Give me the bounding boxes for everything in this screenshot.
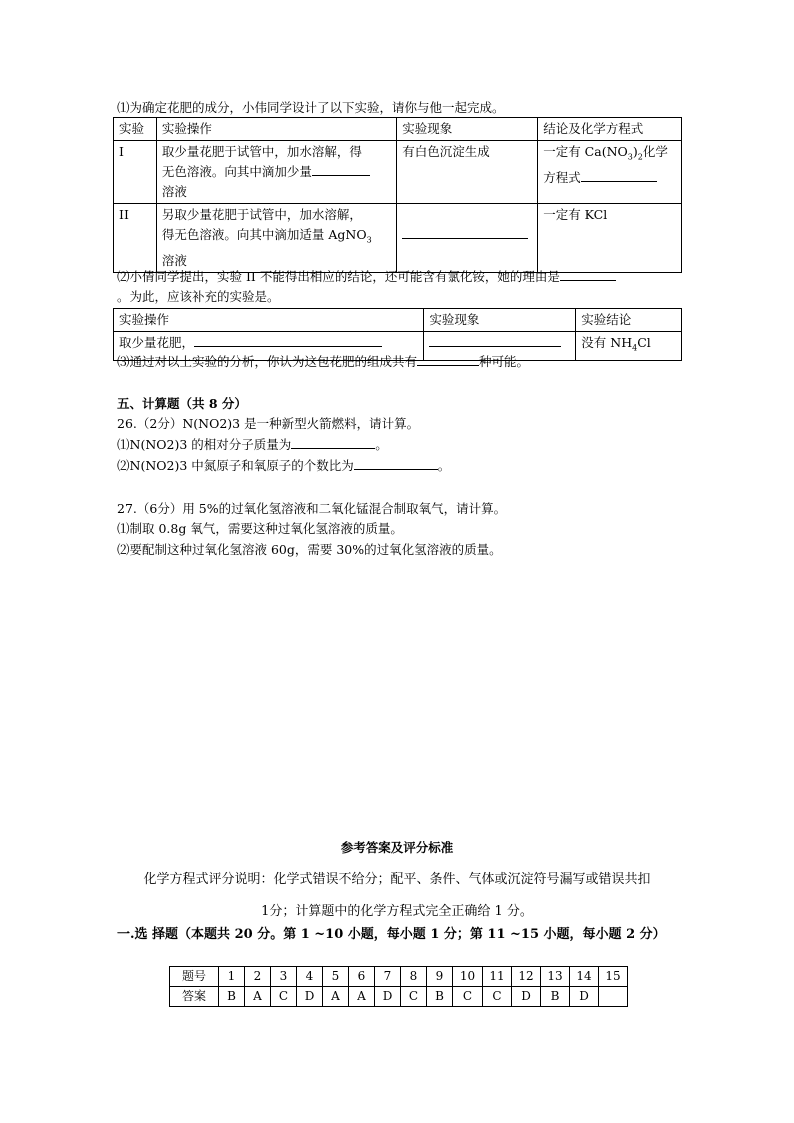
answer-cell: [599, 987, 628, 1007]
header-cell: 结论及化学方程式: [538, 118, 682, 141]
num-cell: 12: [512, 967, 541, 987]
q3-line: [117, 353, 529, 371]
num-cell: 11: [483, 967, 512, 987]
q26-text: ⑴N(NO2)3 的相对分子质量为: [117, 437, 292, 452]
answer-blank[interactable]: [194, 334, 382, 347]
op-line: 另取少量花肥于试管中，加水溶解，: [161, 207, 362, 222]
q26-text: ⑵N(NO2)3 中氮原子和氧原子的个数比为: [117, 458, 354, 473]
conc-text: 一定有 KCl: [543, 207, 608, 222]
answer-blank[interactable]: [417, 353, 479, 366]
conclusion-line: [543, 142, 676, 168]
op-line: 取少量花肥于试管中，加水溶解，得: [161, 144, 362, 159]
num-cell: 13: [541, 967, 570, 987]
num-cell: 2: [245, 967, 271, 987]
header-cell: 实验操作: [114, 309, 424, 332]
q2-line-2: 。为此，应该补充的实验是。: [117, 289, 280, 304]
subscript: 3: [366, 235, 372, 245]
conc-text: Cl: [637, 335, 651, 350]
answer-cell: A: [349, 987, 375, 1007]
num-cell: 9: [427, 967, 453, 987]
conc-text: 方程式: [543, 169, 581, 185]
answer-cell: D: [297, 987, 323, 1007]
conc-text: 化学: [642, 144, 668, 159]
num-cell: 8: [401, 967, 427, 987]
table-header-row: [114, 118, 682, 141]
subscript: 2: [637, 152, 643, 162]
answer-blank[interactable]: [354, 457, 438, 470]
header-cell: 实验结论: [576, 309, 682, 332]
num-cell: 6: [349, 967, 375, 987]
row-id-text: II: [119, 207, 129, 222]
answer-cell: C: [271, 987, 297, 1007]
q1-intro: ⑴为确定花肥的成分，小伟同学设计了以下实验，请你与他一起完成。: [117, 100, 505, 115]
q27-part-2: ⑵要配制这种过氧化氢溶液 60g，需要 30%的过氧化氢溶液的质量。: [117, 542, 502, 557]
op-text: 得无色溶液。向其中滴加适量 AgNO: [161, 227, 367, 242]
answer-cell: C: [483, 987, 512, 1007]
q2-text: ⑵小倩同学提出，实验 II 不能得出相应的结论，还可能含有氯化铵，她的理由是: [117, 269, 560, 284]
answer-blank[interactable]: [402, 226, 528, 239]
subscript: 4: [632, 343, 638, 353]
answer-cell: A: [245, 987, 271, 1007]
operation-cell: [156, 204, 396, 273]
op-text: 取少量花肥，: [119, 335, 195, 350]
row-id-text: I: [119, 144, 124, 159]
header-cell: 实验: [114, 118, 157, 141]
num-cell: 1: [219, 967, 245, 987]
section-title-choice: 一.选 择题（本题共 20 分。第 1 ~10 小题，每小题 1 分；第 11 ~15 小题，每小题 2 分）: [117, 927, 666, 942]
answer-cell: B: [219, 987, 245, 1007]
answer-cell: B: [541, 987, 570, 1007]
op-line: [162, 225, 391, 251]
answer-cell: B: [427, 987, 453, 1007]
section-title-calculation: 五、计算题（共 8 分）: [117, 396, 247, 411]
answer-title: 参考答案及评分标准: [340, 840, 454, 855]
answer-row-values: [170, 987, 628, 1007]
table-header-row: [114, 309, 682, 332]
header-cell: 实验现象: [424, 309, 576, 332]
answer-cell: D: [570, 987, 599, 1007]
num-cell: 3: [271, 967, 297, 987]
answer-blank[interactable]: [312, 163, 370, 176]
answer-blank[interactable]: [581, 169, 657, 182]
table-row: [114, 141, 682, 204]
num-cell: 14: [570, 967, 599, 987]
conc-text: 一定有 Ca(NO: [543, 144, 628, 159]
q26-text: 。: [437, 458, 451, 473]
q27-stem: 27.（6分）用 5%的过氧化氢溶液和二氧化锰混合制取氧气，请计算。: [117, 501, 507, 516]
num-cell: 15: [599, 967, 628, 987]
row-id: [114, 141, 157, 204]
num-cell: 5: [323, 967, 349, 987]
q26-text: 。: [375, 437, 388, 452]
subscript: 3: [627, 152, 633, 162]
phenomenon-cell: [397, 204, 538, 273]
answer-blank[interactable]: [429, 334, 561, 347]
conc-text: 没有 NH: [581, 335, 633, 350]
num-cell: 4: [297, 967, 323, 987]
op-line: 溶液: [161, 252, 187, 268]
scoring-note-2: 1分；计算题中的化学方程式完全正确给 1 分。: [261, 904, 533, 919]
answer-blank[interactable]: [291, 436, 375, 449]
q27-part-1: ⑴制取 0.8g 氧气，需要这种过氧化氢溶液的质量。: [117, 521, 403, 536]
answer-cell: C: [401, 987, 427, 1007]
q3-text: 种可能。: [479, 354, 530, 369]
conclusion-line: [543, 168, 676, 188]
conclusion-cell: [576, 332, 682, 361]
conc-text: ): [632, 144, 638, 159]
label-cell: 答案: [170, 987, 219, 1007]
answer-blank[interactable]: [560, 268, 616, 281]
answer-cell: C: [453, 987, 483, 1007]
phenomenon-cell: [397, 141, 538, 204]
row-id: [114, 204, 157, 273]
header-cell: 实验现象: [397, 118, 538, 141]
q26-stem: 26.（2分）N(NO2)3 是一种新型火箭燃料，请计算。: [117, 416, 420, 431]
answer-row-numbers: [170, 967, 628, 987]
op-text: 无色溶液。向其中滴加少量: [161, 164, 312, 179]
conclusion-cell: [538, 141, 682, 204]
table-row: [114, 204, 682, 273]
num-cell: 7: [375, 967, 401, 987]
label-cell: 题号: [170, 967, 219, 987]
q26-part-1: [117, 436, 388, 454]
op-line: [162, 162, 391, 182]
answer-cell: A: [323, 987, 349, 1007]
operation-cell: [156, 141, 396, 204]
q26-part-2: [117, 457, 450, 475]
q2-line-1: [117, 268, 616, 286]
answer-cell: D: [512, 987, 541, 1007]
answer-table: [169, 966, 628, 1007]
num-cell: 10: [453, 967, 483, 987]
experiment-table-1: [113, 117, 682, 273]
header-cell: 实验操作: [156, 118, 396, 141]
answer-cell: D: [375, 987, 401, 1007]
op-line: 溶液: [161, 184, 187, 199]
scoring-note-1: 化学方程式评分说明：化学式错误不给分；配平、条件、气体或沉淀符号漏写或错误共扣: [143, 872, 651, 887]
phenomenon-text: 有白色沉淀生成: [402, 144, 490, 159]
conclusion-cell: [538, 204, 682, 273]
q3-text: ⑶通过对以上实验的分析，你认为这包花肥的组成共有: [117, 354, 418, 369]
